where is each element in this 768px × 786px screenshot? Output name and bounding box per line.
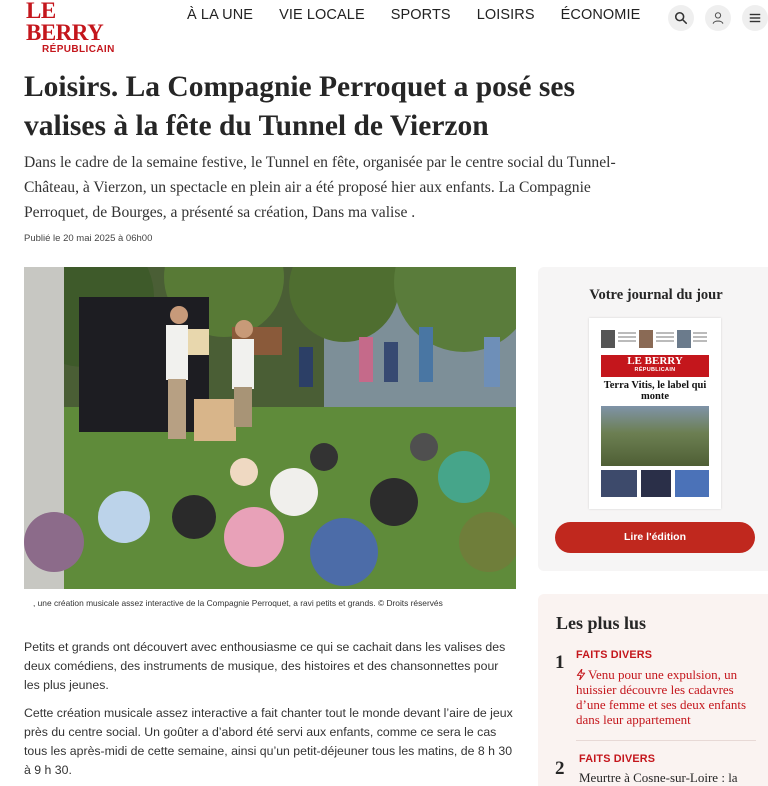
most-read-divider (576, 740, 756, 741)
article-photo[interactable] (24, 267, 516, 589)
menu-button[interactable] (742, 5, 768, 31)
most-read-category: FAITS DIVERS (576, 649, 653, 661)
most-read-headline: Meurtre à Cosne-sur-Loire : la (579, 770, 738, 785)
daily-edition-title: Votre journal du jour (589, 287, 723, 303)
most-read-rank: 2 (555, 758, 565, 779)
article-paragraph-1: Petits et grands ont découvert avec enthousiasme ce qui se cachait dans les valises des deux comédiens, des instruments de musique, des histoires et des chansonnettes pour les plus jeunes. (24, 640, 506, 692)
cover-teaser-lines (693, 332, 707, 334)
cover-masthead (601, 355, 709, 377)
nav-item-a-la-une[interactable]: À LA UNE (187, 7, 254, 23)
cover-teaser-thumb (639, 330, 653, 348)
most-read-title: Les plus lus (556, 613, 647, 633)
most-read-headline-text: Venu pour une expulsion, un huissier découvre les cadavres d’une femme et ses deux enfants dans leur appartement (576, 667, 747, 727)
article-paragraph-2: Cette création musicale assez interactive a fait chanter tout le monde devant l’aire de jeux près du centre social. Un goûter a d’abord été servi aux enfants, comme ce sera le cas tous les après-midi de cette semaine, ainsi qu’un petit-déjeuner tous les matins, de 8 h 30 à 9 h 30. (24, 706, 513, 777)
most-read-rank: 1 (555, 652, 565, 673)
cover-band-thumb (641, 470, 671, 497)
edition-cover[interactable] (589, 318, 721, 509)
site-header (0, 0, 768, 55)
cover-band-thumb (601, 470, 637, 497)
nav-item-economie[interactable]: ÉCONOMIE (560, 7, 641, 23)
edition-cover-content (601, 328, 709, 499)
lightning-icon (576, 669, 586, 680)
article-photo-illustration (24, 267, 516, 589)
nav-item-vie-locale[interactable]: VIE LOCALE (279, 7, 365, 23)
cover-bottom-band (601, 470, 709, 497)
photo-caption: , une création musicale assez interactive de la Compagnie Perroquet, a ravi petits et grands. © Droits réservés (33, 598, 443, 608)
read-edition-button[interactable]: Lire l'édition (555, 522, 755, 553)
article-title: Loisirs. La Compagnie Perroquet a posé ses valises à la fête du Tunnel de Vierzon (24, 71, 575, 142)
most-read-item[interactable] (538, 750, 768, 786)
logo-wordmark-bottom: RÉPUBLICAIN (42, 44, 115, 55)
search-icon (674, 11, 688, 25)
menu-icon (748, 11, 762, 25)
cover-photo (601, 406, 709, 466)
search-button[interactable] (668, 5, 694, 31)
cover-teasers (601, 328, 709, 352)
article-lede: Dans le cadre de la semaine festive, le Tunnel en fête, organisée par le centre social du Tunnel-Château, à Vierzon, un spectacle en plein air a été proposé hier aux enfants. La Compagnie Perroquet, de Bourges, a présenté sa création, Dans ma valise . (24, 154, 616, 221)
most-read-category: FAITS DIVERS (579, 753, 656, 765)
cover-teaser-lines (656, 332, 674, 334)
most-read-card (538, 594, 768, 786)
publication-date: Publié le 20 mai 2025 à 06h00 (24, 233, 153, 244)
most-read-headline (576, 667, 758, 727)
most-read-item[interactable] (538, 646, 768, 741)
nav-item-loisirs[interactable]: LOISIRS (476, 7, 535, 23)
logo-wordmark-top: LE BERRY (26, 0, 104, 45)
daily-edition-card (538, 267, 768, 571)
main-nav (187, 7, 666, 23)
cover-teaser-lines (618, 332, 636, 334)
nav-item-sports[interactable]: SPORTS (390, 7, 451, 23)
cover-masthead-top: LE BERRY (627, 355, 683, 367)
cover-masthead-bottom: RÉPUBLICAIN (634, 367, 676, 373)
cover-teaser-thumb (677, 330, 691, 348)
cover-band-thumb (675, 470, 709, 497)
user-icon (711, 11, 725, 25)
account-button[interactable] (705, 5, 731, 31)
site-logo[interactable] (26, 0, 138, 55)
cover-teaser-thumb (601, 330, 615, 348)
cover-headline: Terra Vitis, le label qui monte (603, 380, 707, 402)
